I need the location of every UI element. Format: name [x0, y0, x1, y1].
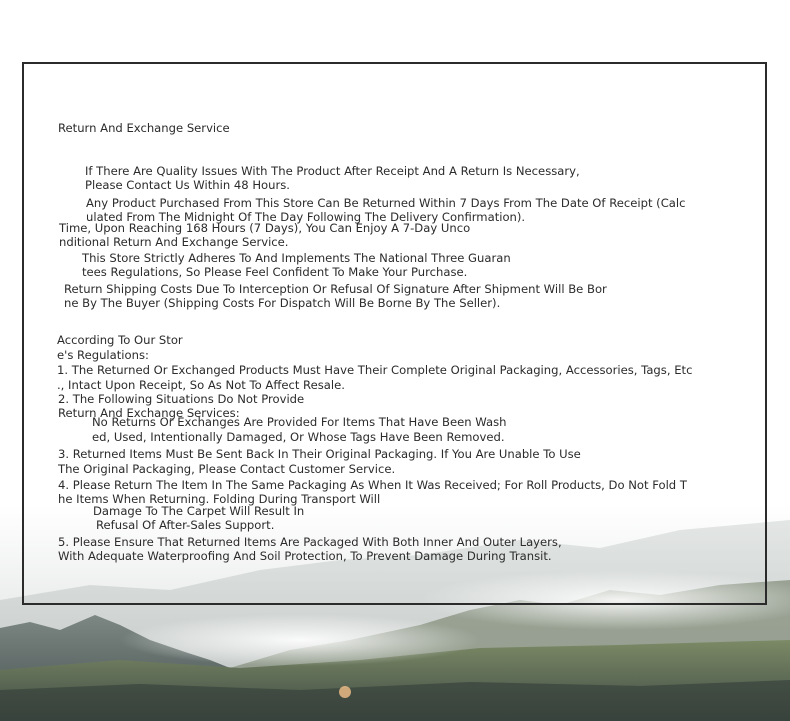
notice-line: Return And Exchange Services: — [58, 406, 240, 420]
rule-item-3: 3. Returned Items Must Be Sent Back In Their Original Packaging. If You Are Unable To Use — [58, 447, 581, 461]
rule-item-1: 1. The Returned Or Exchanged Products Must Have Their Complete Original Packaging, Accessories, Tags, Etc — [57, 363, 693, 377]
notice-line: e's Regulations: — [57, 348, 149, 362]
notice-line: Please Contact Us Within 48 Hours. — [85, 178, 290, 192]
notice-line: tees Regulations, So Please Feel Confident To Make Your Purchase. — [82, 265, 468, 279]
notice-line: Damage To The Carpet Will Result In — [93, 504, 305, 518]
notice-heading: Return And Exchange Service — [58, 121, 230, 135]
notice-line: This Store Strictly Adheres To And Implements The National Three Guaran — [82, 251, 511, 265]
notice-line: The Original Packaging, Please Contact Customer Service. — [58, 462, 396, 476]
rule-item-5: 5. Please Ensure That Returned Items Are Packaged With Both Inner And Outer Layers, — [58, 535, 562, 549]
notice-line: Refusal Of After-Sales Support. — [96, 518, 275, 532]
notice-line: With Adequate Waterproofing And Soil Protection, To Prevent Damage During Transit. — [58, 549, 552, 563]
notice-line: he Items When Returning. Folding During Transport Will — [58, 492, 381, 506]
notice-line: Time, Upon Reaching 168 Hours (7 Days), You Can Enjoy A 7-Day Unco — [59, 221, 471, 235]
notice-line: ne By The Buyer (Shipping Costs For Dispatch Will Be Borne By The Seller). — [64, 296, 501, 310]
notice-line: Any Product Purchased From This Store Can Be Returned Within 7 Days From The Date Of Receipt (Calc — [86, 196, 686, 210]
notice-line: According To Our Stor — [57, 333, 183, 347]
notice-line: No Returns Or Exchanges Are Provided For Items That Have Been Wash — [92, 415, 507, 429]
rule-item-4: 4. Please Return The Item In The Same Packaging As When It Was Received; For Roll Products, Do Not Fold T — [58, 478, 687, 492]
notice-line: ulated From The Midnight Of The Day Following The Delivery Confirmation). — [86, 210, 526, 224]
notice-line: ed, Used, Intentionally Damaged, Or Whose Tags Have Been Removed. — [92, 430, 505, 444]
notice-line: nditional Return And Exchange Service. — [59, 235, 289, 249]
notice-line: If There Are Quality Issues With The Product After Receipt And A Return Is Necessary, — [85, 164, 580, 178]
rule-item-2: 2. The Following Situations Do Not Provide — [58, 392, 305, 406]
notice-line: ., Intact Upon Receipt, So As Not To Affect Resale. — [57, 378, 345, 392]
notice-line: Return Shipping Costs Due To Interception Or Refusal Of Signature After Shipment Will Be Bor — [64, 282, 607, 296]
